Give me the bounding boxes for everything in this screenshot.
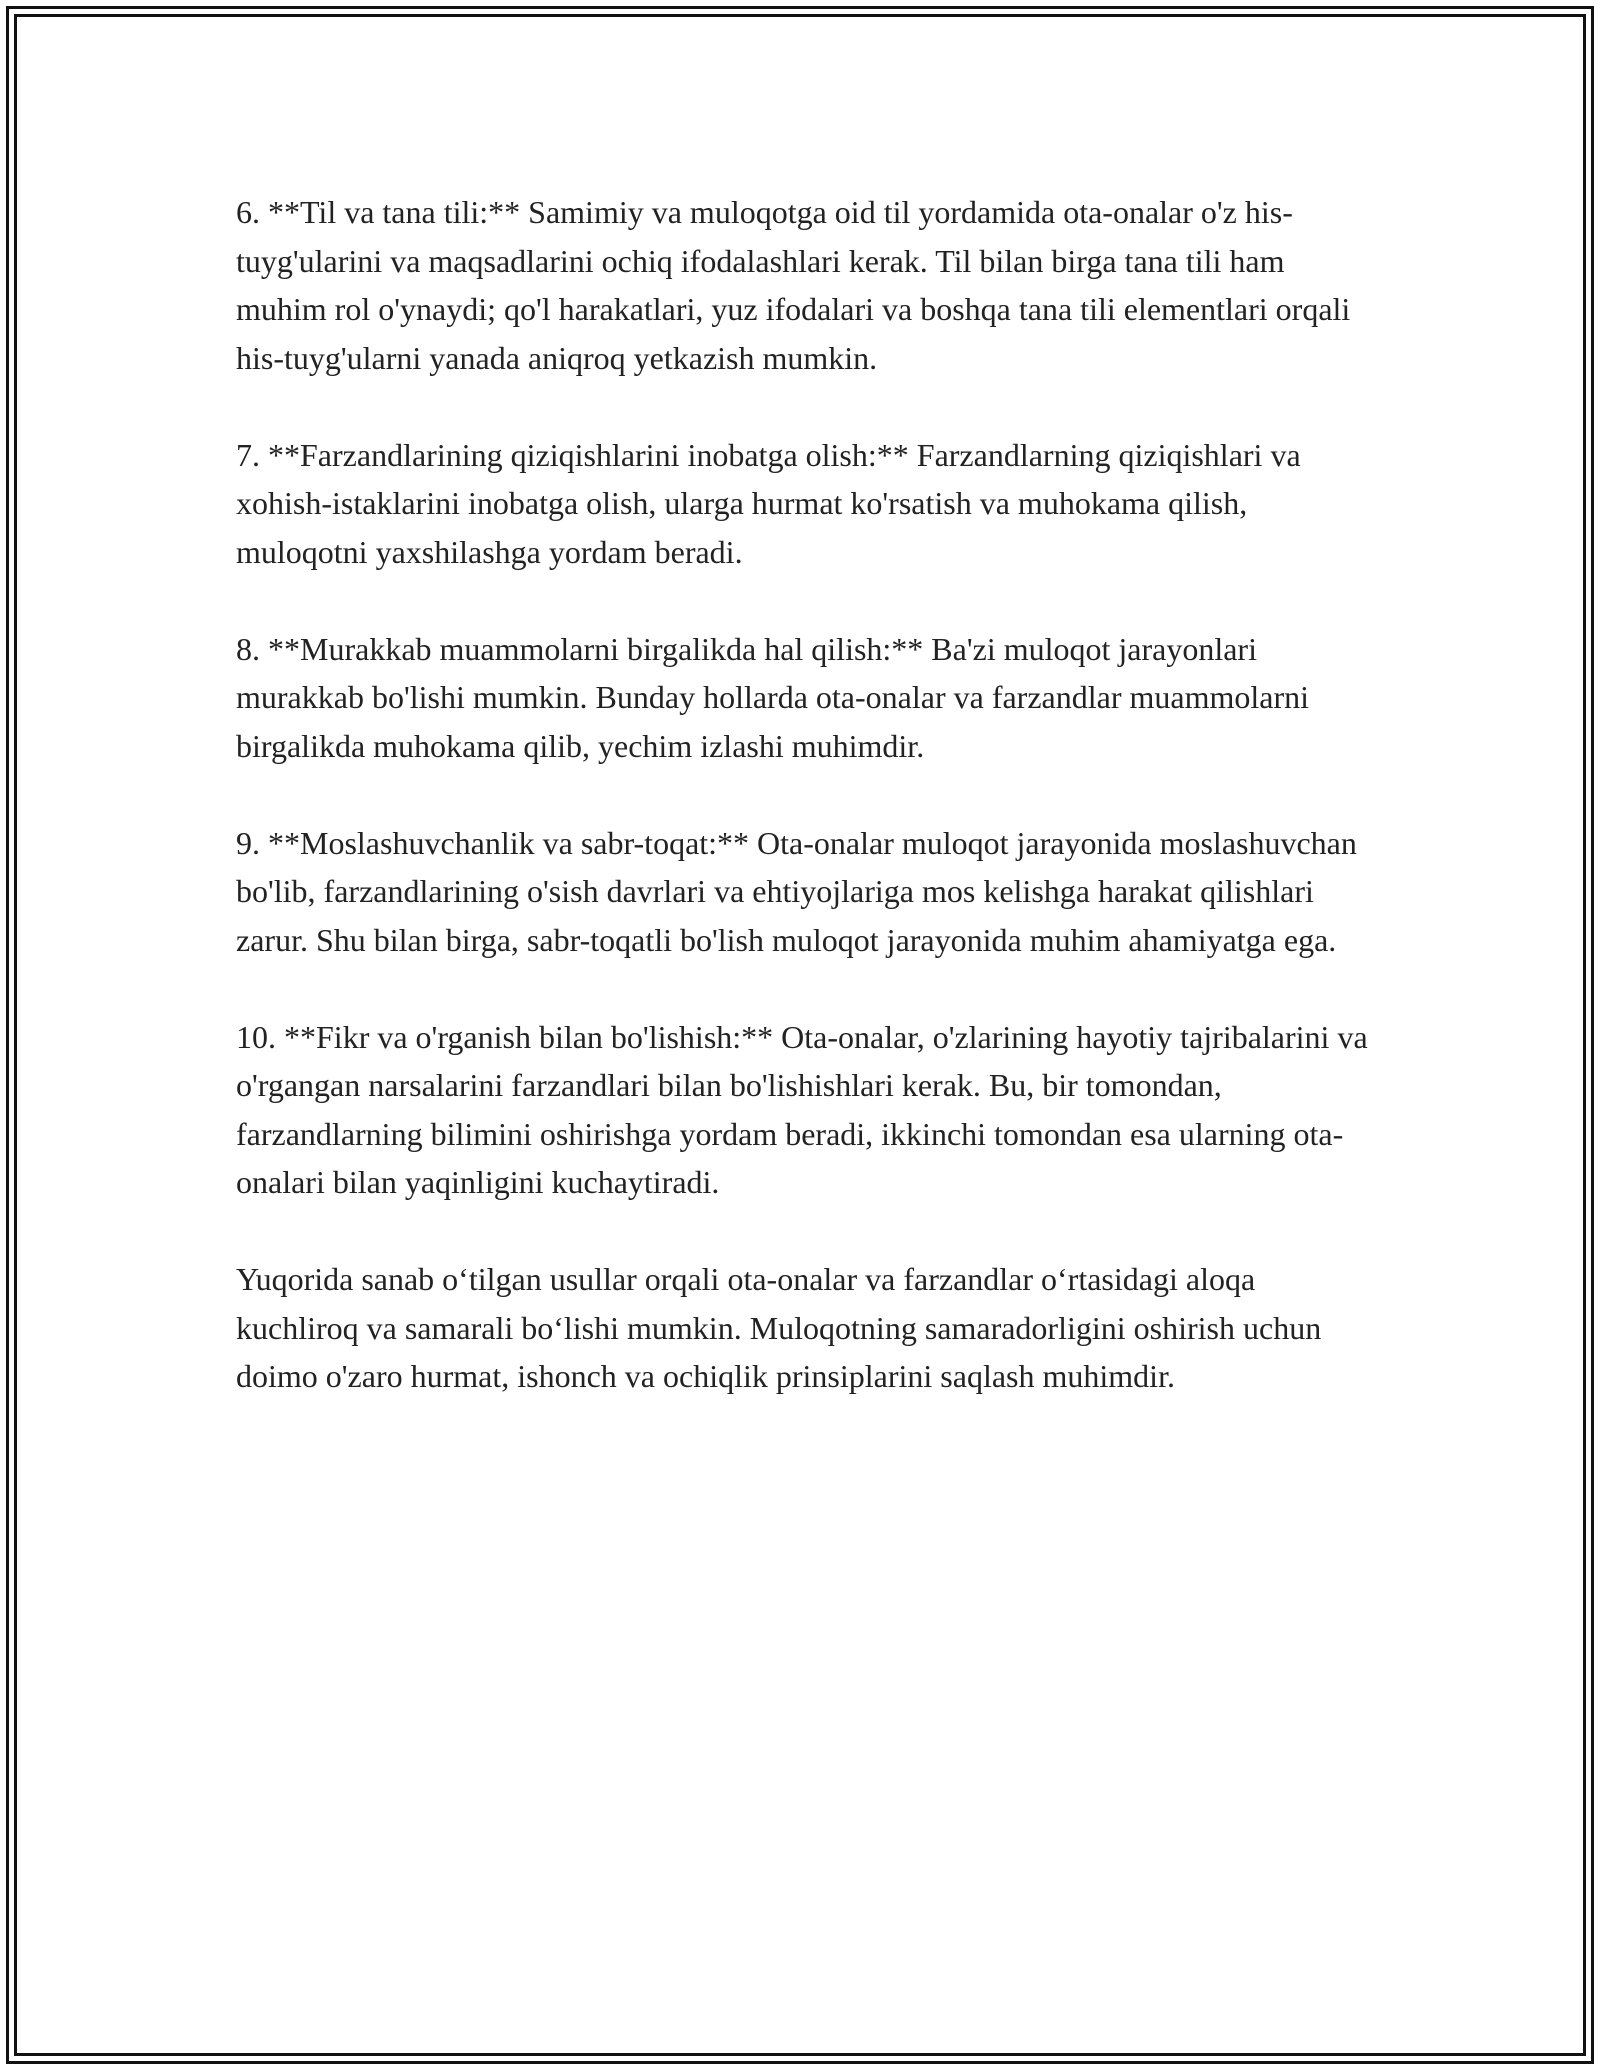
paragraph-item-7: 7. **Farzandlarining qiziqishlarini inobatga olish:** Farzandlarning qiziqishlari va xohish-istaklarini inobatga olish, ularga hurmat ko'rsatish va muhokama qilish, muloqotni yaxshilashga yordam beradi.	[236, 436, 1301, 570]
paragraph-item-9: 9. **Moslashuvchanlik va sabr-toqat:** Ota-onalar muloqot jarayonida moslashuvchan bo'lib, farzandlarining o'sish davrlari va ehtiyojlariga mos kelishga harakat qilishlari zarur. Shu bilan birga, sabr-toqatli bo'lish muloqot jarayonida muhim ahamiyatga ega.	[236, 824, 1357, 958]
paragraph-item-10: 10. **Fikr va o'rganish bilan bo'lishish:** Ota-onalar, o'zlarining hayotiy tajribalarini va o'rgangan narsalarini farzandlari bilan bo'lishishlari kerak. Bu, bir tomondan, farzandlarning bilimini oshirishga yordam beradi, ikkinchi tomondan esa ularning ota-onalari bilan yaqinligini kuchaytiradi.	[236, 1018, 1368, 1200]
paragraph-item-8: 8. **Murakkab muammolarni birgalikda hal qilish:** Ba'zi muloqot jarayonlari murakkab bo'lishi mumkin. Bunday hollarda ota-onalar va farzandlar muammolarni birgalikda muhokama qilib, yechim izlashi muhimdir.	[236, 630, 1309, 764]
paragraph-conclusion: Yuqorida sanab o‘tilgan usullar orqali ota-onalar va farzandlar o‘rtasidagi aloqa kuchliroq va samarali bo‘lishi mumkin. Muloqotning samaradorligini oshirish uchun doimo o'zaro hurmat, ishonch va ochiqlik prinsiplarini saqlash muhimdir.	[236, 1261, 1322, 1394]
paragraph-item-6: 6. **Til va tana tili:** Samimiy va muloqotga oid til yordamida ota-onalar o'z his-tuyg'ularini va maqsadlarini ochiq ifodalashlari kerak. Til bilan birga tana tili ham muhim rol o'ynaydi; qo'l harakatlari, yuz ifodalari va boshqa tana tili elementlari orqali his-tuyg'ularni yanada aniqroq yetkazish mumkin.	[236, 194, 1351, 376]
document-body	[236, 188, 1376, 1401]
